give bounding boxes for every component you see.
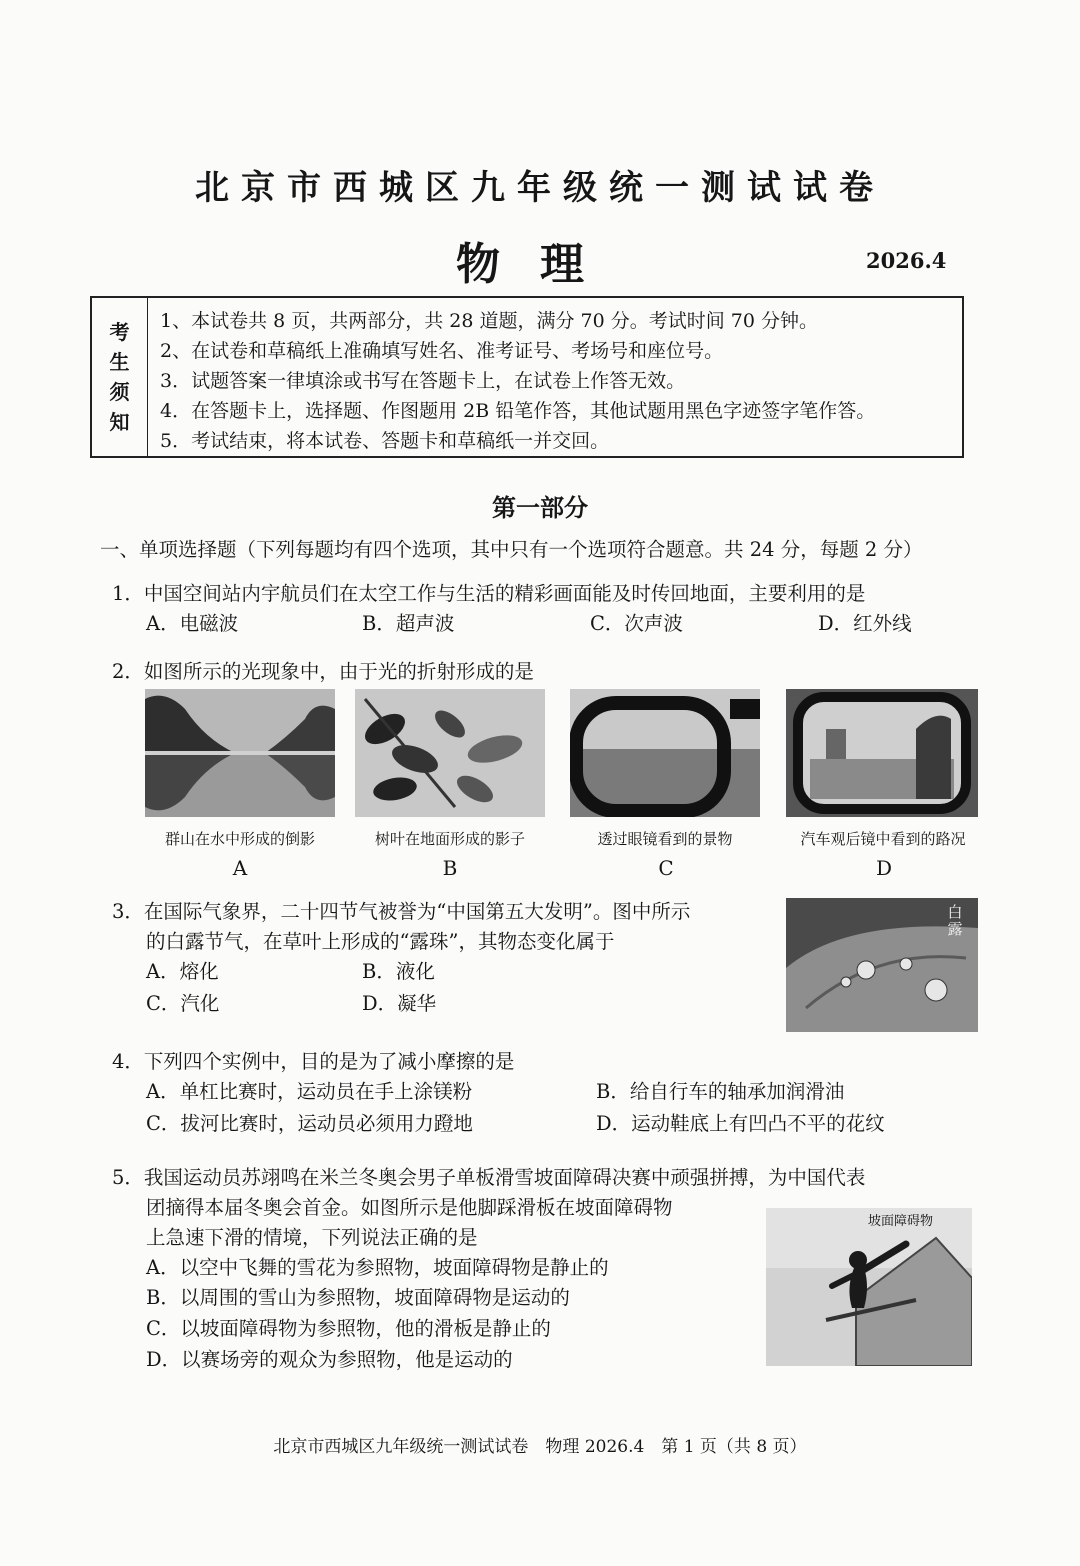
q2-image-c xyxy=(570,689,760,817)
q3-stem-line2: 的白露节气，在草叶上形成的“露珠”，其物态变化属于 xyxy=(146,930,615,953)
notice-item: 3．试题答案一律填涂或书写在答题卡上，在试卷上作答无效。 xyxy=(160,370,686,392)
q2-letter-c: C xyxy=(658,856,674,880)
q3-stem-line1: 3．在国际气象界，二十四节气被誉为“中国第五大发明”。图中所示 xyxy=(112,900,691,923)
part-title: 第一部分 xyxy=(492,493,588,522)
notice-box xyxy=(90,296,964,458)
q1-option-d: D．红外线 xyxy=(818,612,912,635)
q5-option-b: B．以周围的雪山为参照物，坡面障碍物是运动的 xyxy=(146,1286,570,1309)
notice-items xyxy=(160,306,958,456)
q2-caption-b: 树叶在地面形成的影子 xyxy=(374,830,525,848)
q1-option-a: A．电磁波 xyxy=(146,612,239,635)
subject-title: 物理 xyxy=(456,239,624,290)
q1-stem: 1．中国空间站内宇航员们在太空工作与生活的精彩画面能及时传回地面，主要利用的是 xyxy=(112,582,866,605)
q4-option-c: C．拔河比赛时，运动员必须用力蹬地 xyxy=(146,1112,473,1135)
notice-side-char: 须 xyxy=(109,380,130,404)
exam-date: 2026.4 xyxy=(866,248,947,273)
q2-caption-d: 汽车观后镜中看到的路况 xyxy=(800,830,966,848)
q3-option-d: D．凝华 xyxy=(362,992,437,1015)
q2-image-d xyxy=(786,689,978,817)
notice-side-char: 生 xyxy=(109,350,130,374)
notice-item: 4．在答题卡上，选择题、作图题用 2B 铅笔作答，其他试题用黑色字迹签字笔作答。 xyxy=(160,400,876,422)
q4-stem: 4．下列四个实例中，目的是为了减小摩擦的是 xyxy=(112,1050,515,1073)
q2-caption-c: 透过眼镜看到的景物 xyxy=(597,830,733,848)
q2-letter-d: D xyxy=(875,856,893,880)
q5-figure-label: 坡面障碍物 xyxy=(868,1214,934,1229)
notice-item: 1、本试卷共 8 页，共两部分，共 28 道题，满分 70 分。考试时间 70 分钟。 xyxy=(160,310,819,332)
q5-stem-line3: 上急速下滑的情境，下列说法正确的是 xyxy=(146,1226,478,1249)
q4-option-d: D．运动鞋底上有凹凸不平的花纹 xyxy=(596,1112,885,1135)
q3-dew-image xyxy=(786,898,978,1032)
q2-image-b xyxy=(355,689,545,817)
notice-item: 5．考试结束，将本试卷、答题卡和草稿纸一并交回。 xyxy=(160,430,610,452)
notice-side-char: 知 xyxy=(109,410,130,434)
q3-figure-text: 白露 xyxy=(947,903,963,938)
q5-option-d: D．以赛场旁的观众为参照物，他是运动的 xyxy=(146,1348,513,1371)
q1-option-b: B．超声波 xyxy=(362,612,455,635)
q4-option-a: A．单杠比赛时，运动员在手上涂镁粉 xyxy=(146,1080,473,1103)
q3-option-b: B．液化 xyxy=(362,960,435,983)
notice-side-label xyxy=(92,298,148,456)
q2-letter-b: B xyxy=(442,856,458,880)
notice-side-char: 考 xyxy=(109,320,130,344)
q5-stem-line1: 5．我国运动员苏翊鸣在米兰冬奥会男子单板滑雪坡面障碍决赛中顽强拼搏，为中国代表 xyxy=(112,1166,866,1189)
q5-snowboard-image xyxy=(766,1208,972,1366)
section-title: 一、单项选择题（下列每题均有四个选项，其中只有一个选项符合题意。共 24 分，每题 2 分） xyxy=(100,538,923,561)
exam-title: 北京市西城区九年级统一测试试卷 xyxy=(195,168,885,208)
page-footer: 北京市西城区九年级统一测试试卷 物理 2026.4 第 1 页（共 8 页） xyxy=(273,1437,807,1457)
q5-stem-line2: 团摘得本届冬奥会首金。如图所示是他脚踩滑板在坡面障碍物 xyxy=(146,1196,673,1219)
q5-option-a: A．以空中飞舞的雪花为参照物，坡面障碍物是静止的 xyxy=(146,1256,609,1279)
q2-caption-a: 群山在水中形成的倒影 xyxy=(164,830,315,848)
q3-option-a: A．熔化 xyxy=(146,960,219,983)
q2-stem: 2．如图所示的光现象中，由于光的折射形成的是 xyxy=(112,660,534,683)
q2-image-a xyxy=(145,689,335,817)
notice-item: 2、在试卷和草稿纸上准确填写姓名、准考证号、考场号和座位号。 xyxy=(160,340,724,362)
q1-option-c: C．次声波 xyxy=(590,612,683,635)
q4-option-b: B．给自行车的轴承加润滑油 xyxy=(596,1080,845,1103)
q5-option-c: C．以坡面障碍物为参照物，他的滑板是静止的 xyxy=(146,1317,551,1340)
q3-option-c: C．汽化 xyxy=(146,992,220,1015)
q2-letter-a: A xyxy=(232,856,248,880)
